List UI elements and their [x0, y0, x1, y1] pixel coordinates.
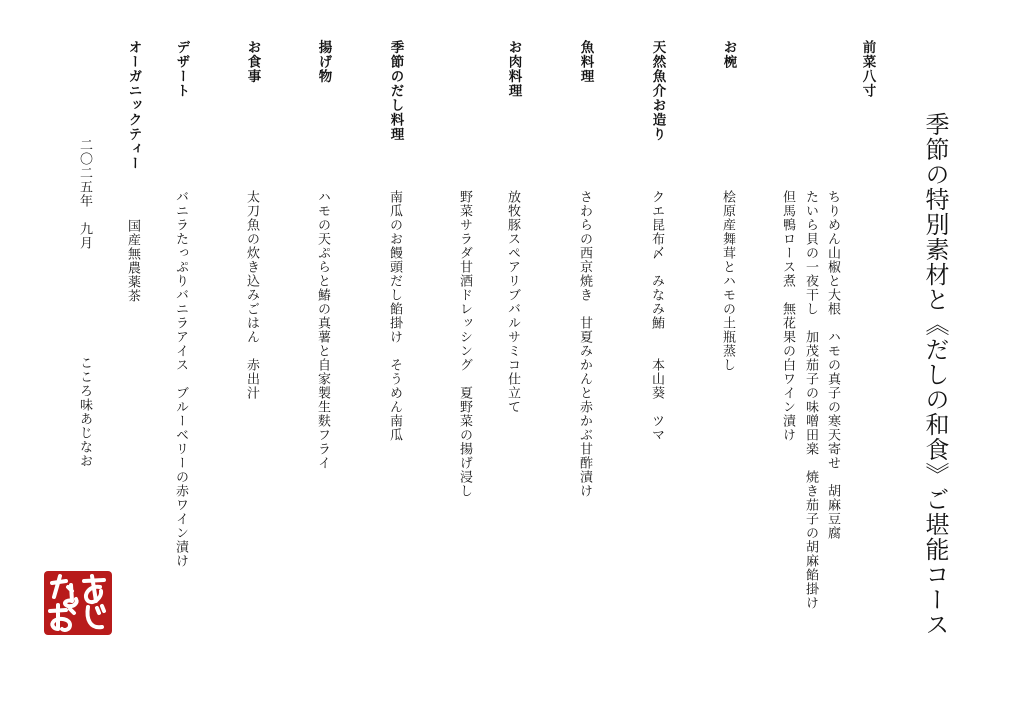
- course-item-dashi-1: 野菜サラダ甘酒ドレッシング 夏野菜の揚げ浸し: [457, 190, 472, 498]
- course-heading-sakana: 魚料理: [577, 40, 594, 84]
- course-heading-dessert: デザート: [173, 40, 190, 98]
- course-item-owan: 桧原産舞茸とハモの土瓶蒸し: [720, 190, 735, 372]
- course-heading-tea: オーガニックティー: [125, 40, 142, 171]
- course-item-dashi-2: 南瓜のお饅頭だし餡掛け そうめん南瓜: [387, 190, 402, 442]
- course-item-zensai-1: ちりめん山椒と大根 ハモの真子の寒天寄せ 胡麻豆腐: [825, 190, 840, 540]
- course-heading-agemono: 揚げ物: [315, 40, 332, 84]
- course-heading-owan: お椀: [720, 40, 737, 69]
- course-item-tea: 国産無農薬茶: [125, 219, 140, 303]
- course-item-otsukuri: クエ昆布〆 みなみ鮪 本山葵 ツマ: [649, 190, 664, 442]
- restaurant-signature: こころ味あじなお: [77, 356, 92, 468]
- course-item-zensai-3: 但馬鴨ロース煮 無花果の白ワイン漬け: [780, 190, 795, 442]
- course-item-zensai-2: たいら貝の一夜干し 加茂茄子の味噌田楽 焼き茄子の胡麻餡掛け: [803, 190, 818, 610]
- course-heading-oniku: お肉料理: [505, 40, 522, 98]
- seal-stamp: [44, 571, 112, 635]
- course-item-dessert: バニラたっぷりバニラアイス ブルーベリーの赤ワイン漬け: [173, 190, 188, 568]
- course-item-agemono: ハモの天ぷらと鰆の真薯と自家製生麩フライ: [315, 190, 330, 470]
- course-item-oshokuji: 太刀魚の炊き込みごはん 赤出汁: [244, 190, 259, 400]
- course-heading-dashi: 季節のだし料理: [387, 40, 404, 142]
- menu-date: 二〇二五年 九月: [77, 138, 92, 250]
- course-heading-oshokuji: お食事: [244, 40, 261, 84]
- course-heading-otsukuri: 天然魚介お造り: [649, 40, 666, 142]
- menu-title: 季節の特別素材と《だしの和食》ご堪能コース: [921, 112, 949, 637]
- course-item-oniku: 放牧豚スペアリブバルサミコ仕立て: [505, 190, 520, 414]
- course-heading-zensai: 前菜八寸: [859, 40, 876, 98]
- course-item-sakana: さわらの西京焼き 甘夏みかんと赤かぶ甘酢漬け: [577, 190, 592, 498]
